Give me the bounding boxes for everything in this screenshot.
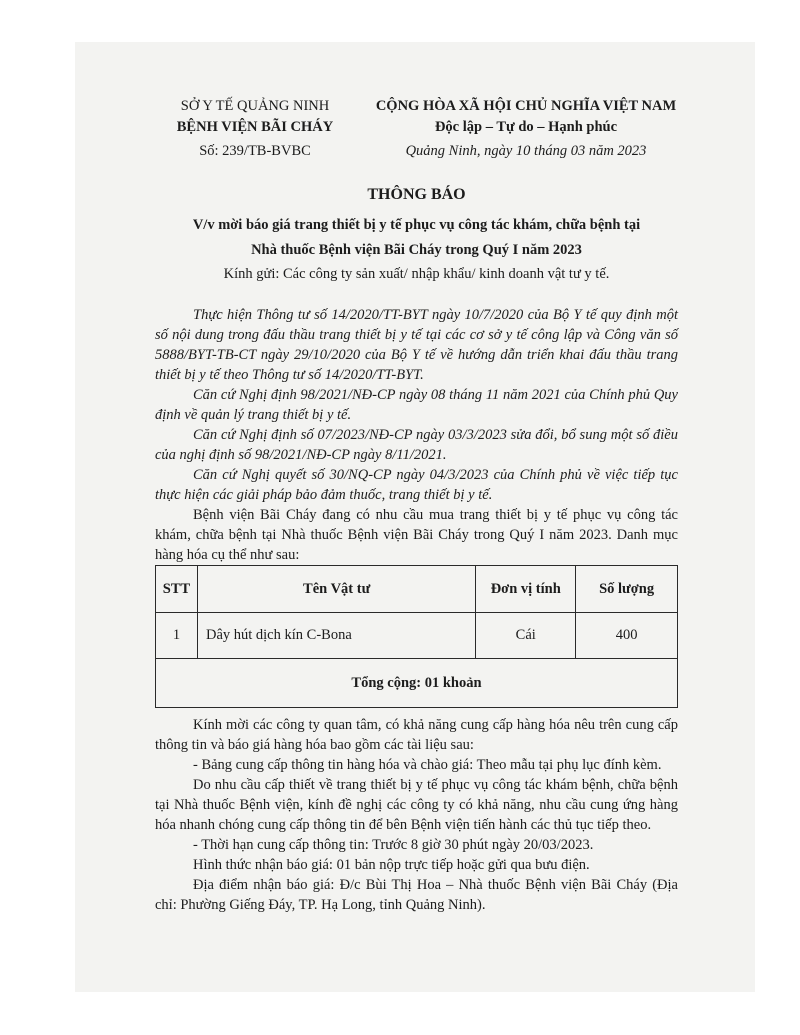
table-row (156, 613, 678, 659)
intro-text: Bệnh viện Bãi Cháy đang có nhu cầu mua trang thiết bị y tế phục vụ công tác khám, chữa bệnh tại Nhà thuốc Bệnh viện Bãi Cháy trong Quý I năm 2023. Danh mục hàng hóa cụ thể như sau: (155, 507, 678, 563)
motto: Độc lập – Tự do – Hạnh phúc (434, 119, 618, 135)
place-date: Quảng Ninh, ngày 10 tháng 03 năm 2023 (405, 143, 647, 159)
table-total-row (156, 659, 678, 708)
goods-table (155, 565, 678, 708)
closing-paragraph: - Thời hạn cung cấp thông tin: Trước 8 giờ 30 phút ngày 20/03/2023. (193, 837, 594, 853)
cell-qty: 400 (576, 613, 678, 659)
subject-line-2: Nhà thuốc Bệnh viện Bãi Cháy trong Quý I năm 2023 (251, 242, 582, 258)
legal-basis-item: Thực hiện Thông tư số 14/2020/TT-BYT ngày 10/7/2020 của Bộ Y tế quy định một số nội dung trong đấu thầu trang thiết bị y tế tại các cơ sở y tế công lập và Công văn số 5888/BYT-TB-CT ngày 29/10/2020 của Bộ Y tế về hướng dẫn triển khai đấu thầu trang thiết bị y tế theo Thông tư số 14/2020/TT-BYT. (155, 307, 678, 383)
subject-line-1: V/v mời báo giá trang thiết bị y tế phục vụ công tác khám, chữa bệnh tại (192, 217, 641, 233)
closing-paragraph: - Bảng cung cấp thông tin hàng hóa và chào giá: Theo mẫu tại phụ lục đính kèm. (193, 757, 662, 773)
legal-basis-item: Căn cứ Nghị quyết số 30/NQ-CP ngày 04/3/2023 của Chính phủ về việc tiếp tục thực hiện các giải pháp bảo đảm thuốc, trang thiết bị y tế. (155, 467, 678, 503)
closing-paragraph: Địa điểm nhận báo giá: Đ/c Bùi Thị Hoa – Nhà thuốc Bệnh viện Bãi Cháy (Địa chỉ: Phường Giếng Đáy, TP. Hạ Long, tỉnh Quảng Ninh). (155, 877, 678, 913)
header-right (356, 96, 696, 162)
closing-paragraph: Kính mời các công ty quan tâm, có khả năng cung cấp hàng hóa nêu trên cung cấp thông tin và báo giá hàng hóa bao gồm các tài liệu sau: (155, 717, 678, 753)
closing-paragraph: Hình thức nhận báo giá: 01 bản nộp trực tiếp hoặc gửi qua bưu điện. (193, 857, 590, 873)
cell-total: Tổng cộng: 01 khoản (156, 659, 678, 708)
org-parent: SỞ Y TẾ QUẢNG NINH (180, 98, 330, 114)
legal-basis-item: Căn cứ Nghị định số 07/2023/NĐ-CP ngày 03/3/2023 sửa đổi, bổ sung một số điều của nghị định số 98/2021/NĐ-CP ngày 8/11/2021. (155, 427, 678, 463)
table-header-row (156, 566, 678, 613)
closing-section (155, 715, 678, 915)
doc-number: Số: 239/TB-BVBC (199, 143, 311, 159)
recipient-line: Kính gửi: Các công ty sản xuất/ nhập khẩu/ kinh doanh vật tư y tế. (223, 266, 610, 282)
country-name: CỘNG HÒA XÃ HỘI CHỦ NGHĨA VIỆT NAM (375, 98, 677, 114)
col-header-qty: Số lượng (576, 566, 678, 613)
notice-title: THÔNG BÁO (367, 186, 466, 203)
cell-name: Dây hút dịch kín C-Bona (197, 613, 475, 659)
intro-paragraph (155, 505, 678, 565)
cell-stt: 1 (156, 613, 198, 659)
legal-basis-item: Căn cứ Nghị định 98/2021/NĐ-CP ngày 08 tháng 11 năm 2021 của Chính phủ Quy định về quản lý trang thiết bị y tế. (155, 387, 678, 423)
col-header-name: Tên Vật tư (197, 566, 475, 613)
cell-unit: Cái (476, 613, 576, 659)
org-name: BỆNH VIỆN BÃI CHÁY (176, 119, 334, 135)
legal-basis (155, 305, 678, 505)
col-header-stt: STT (156, 566, 198, 613)
notice-subject (120, 213, 713, 263)
header-left (160, 96, 350, 162)
closing-paragraph: Do nhu cầu cấp thiết về trang thiết bị y tế phục vụ công tác khám bệnh, chữa bệnh tại Nhà thuốc Bệnh viện, kính đề nghị các công ty có khả năng, nhu cầu cung ứng hàng hóa nhanh chóng cung cấp thông tin để bên Bệnh viện tiến hành các thủ tục tiếp theo. (155, 777, 678, 833)
col-header-unit: Đơn vị tính (476, 566, 576, 613)
